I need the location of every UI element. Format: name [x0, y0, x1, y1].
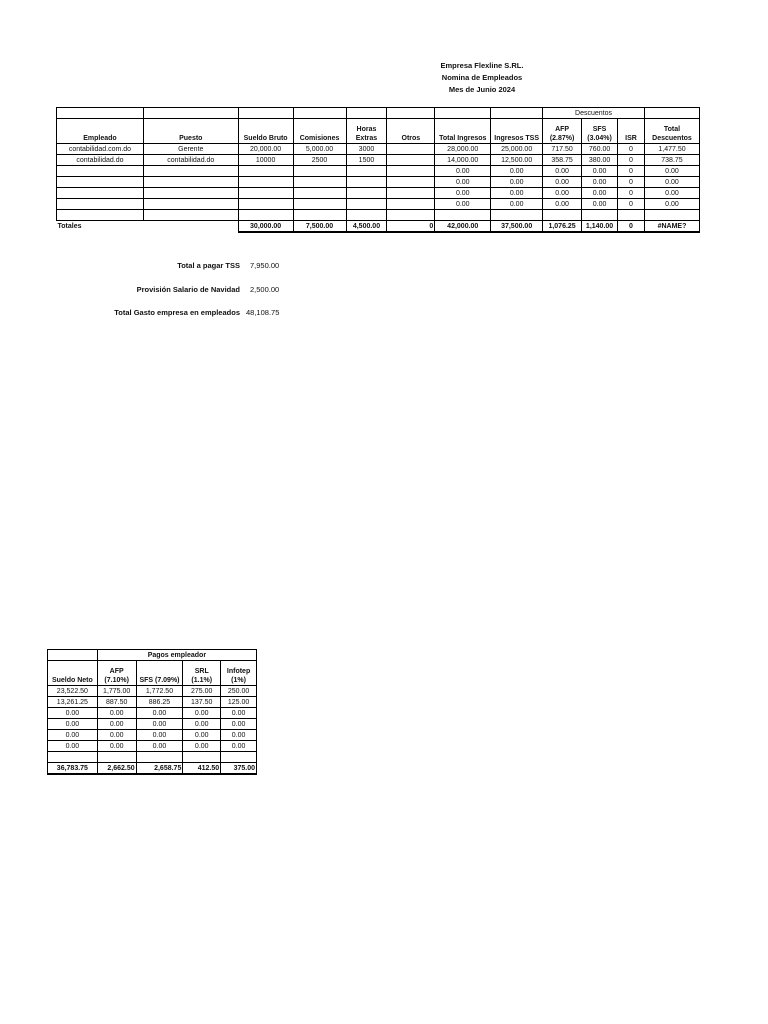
- table-cell: 0.00: [221, 719, 257, 730]
- totals-cell: 1,140.00: [582, 221, 618, 233]
- column-header: SRL (1.1%): [183, 661, 221, 686]
- table-cell: 0.00: [183, 708, 221, 719]
- column-header: Total Ingresos: [435, 119, 491, 144]
- group-header-row: [57, 108, 700, 119]
- table-cell: 20,000.00: [238, 144, 293, 155]
- table-cell: 0.00: [183, 741, 221, 752]
- totals-cell: 2,662.50: [97, 763, 136, 775]
- table-cell: 0.00: [136, 708, 183, 719]
- table-cell: [48, 752, 98, 763]
- column-header: Horas Extras: [346, 119, 387, 144]
- table-cell: 358.75: [543, 155, 582, 166]
- table-cell: [346, 166, 387, 177]
- table-cell: [387, 188, 435, 199]
- descuentos-header: Descuentos: [543, 108, 645, 119]
- table-cell: 760.00: [582, 144, 618, 155]
- table-row: [57, 144, 700, 155]
- table-cell: 1,775.00: [97, 686, 136, 697]
- table-cell: [57, 177, 144, 188]
- table-cell: [387, 199, 435, 210]
- table-cell: 0.00: [491, 199, 543, 210]
- column-header: Infotep (1%): [221, 661, 257, 686]
- table-cell: 0.00: [221, 741, 257, 752]
- table-cell: [293, 210, 346, 221]
- table-cell: [293, 188, 346, 199]
- table-cell: 0.00: [48, 719, 98, 730]
- totals-cell: 30,000.00: [238, 221, 293, 233]
- column-header: ISR: [618, 119, 645, 144]
- table-cell: [346, 188, 387, 199]
- totals-cell: 37,500.00: [491, 221, 543, 233]
- totals-cell: #NAME?: [644, 221, 699, 233]
- table-cell: 1,772.50: [136, 686, 183, 697]
- table-cell: [143, 210, 238, 221]
- document-subtitle: Nomina de Empleados: [441, 73, 523, 82]
- table-cell: [543, 210, 582, 221]
- table-cell: 0.00: [582, 199, 618, 210]
- table-cell: 0.00: [97, 719, 136, 730]
- table-cell: 0.00: [435, 188, 491, 199]
- table-cell: 3000: [346, 144, 387, 155]
- summary-label: Total Gasto empresa en empleados: [114, 308, 240, 317]
- totals-spacer: [143, 221, 238, 233]
- table-cell: [57, 199, 144, 210]
- column-header: Ingresos TSS: [491, 119, 543, 144]
- table-cell: 0.00: [48, 708, 98, 719]
- column-header: Sueldo Neto: [48, 661, 98, 686]
- table-cell: 0.00: [221, 708, 257, 719]
- table-cell: 0.00: [136, 730, 183, 741]
- table-cell: 0.00: [543, 199, 582, 210]
- table-cell: 0: [618, 199, 645, 210]
- table-cell: [293, 199, 346, 210]
- table-cell: 1,477.50: [644, 144, 699, 155]
- table-cell: 25,000.00: [491, 144, 543, 155]
- table-row: [57, 166, 700, 177]
- table-cell: 0.00: [48, 730, 98, 741]
- table-cell: [618, 210, 645, 221]
- table-row: [48, 686, 257, 697]
- table-cell: 0.00: [491, 188, 543, 199]
- table-row: [48, 697, 257, 708]
- column-header: Empleado: [57, 119, 144, 144]
- table-cell: [143, 188, 238, 199]
- table-cell: [136, 752, 183, 763]
- table-row: [57, 199, 700, 210]
- table-cell: 0.00: [221, 730, 257, 741]
- table-cell: 0.00: [48, 741, 98, 752]
- table-cell: [57, 166, 144, 177]
- table-cell: 0.00: [582, 188, 618, 199]
- table-cell: 0.00: [435, 199, 491, 210]
- column-header: SFS (3.04%): [582, 119, 618, 144]
- table-cell: 0.00: [644, 188, 699, 199]
- table-cell: contabilidad.do: [143, 155, 238, 166]
- totals-cell: 412.50: [183, 763, 221, 775]
- table-cell: [143, 166, 238, 177]
- table-cell: 14,000.00: [435, 155, 491, 166]
- group-header-row: [48, 650, 257, 661]
- company-name: Empresa Flexline S.RL.: [440, 61, 524, 70]
- table-cell: 0.00: [644, 199, 699, 210]
- table-cell: Gerente: [143, 144, 238, 155]
- totals-cell: 7,500.00: [293, 221, 346, 233]
- table-cell: [57, 188, 144, 199]
- table-row: [48, 730, 257, 741]
- table-cell: [57, 210, 144, 221]
- column-header: Otros: [387, 119, 435, 144]
- document-period: Mes de Junio 2024: [448, 85, 516, 94]
- totals-row: [57, 221, 700, 233]
- table-cell: [387, 210, 435, 221]
- table-cell: 12,500.00: [491, 155, 543, 166]
- table-cell: [238, 166, 293, 177]
- table-cell: 0.00: [543, 188, 582, 199]
- table-row: [57, 155, 700, 166]
- pagos-empleador-header: Pagos empleador: [97, 650, 256, 661]
- table-cell: 886.25: [136, 697, 183, 708]
- table-cell: [582, 210, 618, 221]
- totals-cell: 0: [618, 221, 645, 233]
- summary-value: 2,500.00: [250, 285, 280, 294]
- table-cell: 0.00: [582, 177, 618, 188]
- table-cell: [143, 177, 238, 188]
- totals-cell: 375.00: [221, 763, 257, 775]
- table-cell: [346, 199, 387, 210]
- column-header: AFP (2.87%): [543, 119, 582, 144]
- table-cell: 23,522.50: [48, 686, 98, 697]
- table-cell: 0.00: [491, 177, 543, 188]
- table-cell: 0: [618, 177, 645, 188]
- table-cell: 0: [618, 188, 645, 199]
- table-cell: [435, 210, 491, 221]
- table-cell: 738.75: [644, 155, 699, 166]
- table-cell: 250.00: [221, 686, 257, 697]
- table-row: [57, 210, 700, 221]
- table-cell: [387, 166, 435, 177]
- table-cell: 0.00: [136, 719, 183, 730]
- table-cell: [293, 177, 346, 188]
- table-cell: 380.00: [582, 155, 618, 166]
- column-header-row: [48, 661, 257, 686]
- table-cell: 0.00: [435, 177, 491, 188]
- table-cell: [387, 155, 435, 166]
- table-cell: 125.00: [221, 697, 257, 708]
- table-cell: 0.00: [491, 166, 543, 177]
- table-cell: [143, 199, 238, 210]
- table-cell: 887.50: [97, 697, 136, 708]
- table-cell: 0.00: [97, 730, 136, 741]
- summary-value: 7,950.00: [250, 261, 280, 270]
- table-cell: [221, 752, 257, 763]
- table-cell: 0.00: [644, 166, 699, 177]
- table-row: [48, 741, 257, 752]
- totals-cell: 2,658.75: [136, 763, 183, 775]
- table-cell: [238, 188, 293, 199]
- table-cell: [346, 177, 387, 188]
- table-cell: 0.00: [435, 166, 491, 177]
- table-cell: [644, 210, 699, 221]
- column-header: AFP (7.10%): [97, 661, 136, 686]
- table-cell: 0.00: [644, 177, 699, 188]
- table-cell: 0.00: [183, 730, 221, 741]
- table-cell: [293, 166, 346, 177]
- summary-label: Provisión Salario de Navidad: [136, 285, 240, 294]
- table-cell: [238, 177, 293, 188]
- payroll-table: [56, 107, 700, 233]
- table-cell: 275.00: [183, 686, 221, 697]
- table-cell: [387, 144, 435, 155]
- table-cell: 2500: [293, 155, 346, 166]
- table-cell: 0.00: [97, 708, 136, 719]
- table-row: [57, 188, 700, 199]
- column-header: Puesto: [143, 119, 238, 144]
- table-row: [48, 719, 257, 730]
- table-cell: 0: [618, 155, 645, 166]
- summary-label: Total a pagar TSS: [177, 261, 240, 270]
- table-cell: [238, 210, 293, 221]
- table-cell: 0: [618, 166, 645, 177]
- table-cell: 28,000.00: [435, 144, 491, 155]
- table-cell: [97, 752, 136, 763]
- totals-cell: 36,783.75: [48, 763, 98, 775]
- table-row: [48, 752, 257, 763]
- table-cell: [491, 210, 543, 221]
- column-header-row: [57, 119, 700, 144]
- column-header: Comisiones: [293, 119, 346, 144]
- summary-value: 48,108.75: [246, 308, 280, 317]
- table-cell: 0: [618, 144, 645, 155]
- table-cell: [238, 199, 293, 210]
- table-cell: 0.00: [183, 719, 221, 730]
- table-cell: 1500: [346, 155, 387, 166]
- totals-cell: 42,000.00: [435, 221, 491, 233]
- table-cell: 5,000.00: [293, 144, 346, 155]
- table-cell: contabilidad.do: [57, 155, 144, 166]
- table-cell: [346, 210, 387, 221]
- totals-cell: 1,076.25: [543, 221, 582, 233]
- table-cell: 13,261.25: [48, 697, 98, 708]
- totals-cell: 4,500.00: [346, 221, 387, 233]
- table-row: [48, 708, 257, 719]
- table-cell: 0.00: [97, 741, 136, 752]
- table-cell: [183, 752, 221, 763]
- table-cell: 0.00: [543, 177, 582, 188]
- table-cell: 0.00: [136, 741, 183, 752]
- table-cell: [387, 177, 435, 188]
- column-header: Sueldo Bruto: [238, 119, 293, 144]
- totals-row: [48, 763, 257, 775]
- column-header: Total Descuentos: [644, 119, 699, 144]
- employer-payments-table: [47, 649, 257, 775]
- table-cell: 137.50: [183, 697, 221, 708]
- column-header: SFS (7.09%): [136, 661, 183, 686]
- table-cell: contabilidad.com.do: [57, 144, 144, 155]
- table-cell: 717.50: [543, 144, 582, 155]
- table-cell: 0.00: [543, 166, 582, 177]
- totals-cell: 0: [387, 221, 435, 233]
- totals-label: Totales: [57, 223, 82, 230]
- table-cell: 10000: [238, 155, 293, 166]
- table-cell: 0.00: [582, 166, 618, 177]
- table-row: [57, 177, 700, 188]
